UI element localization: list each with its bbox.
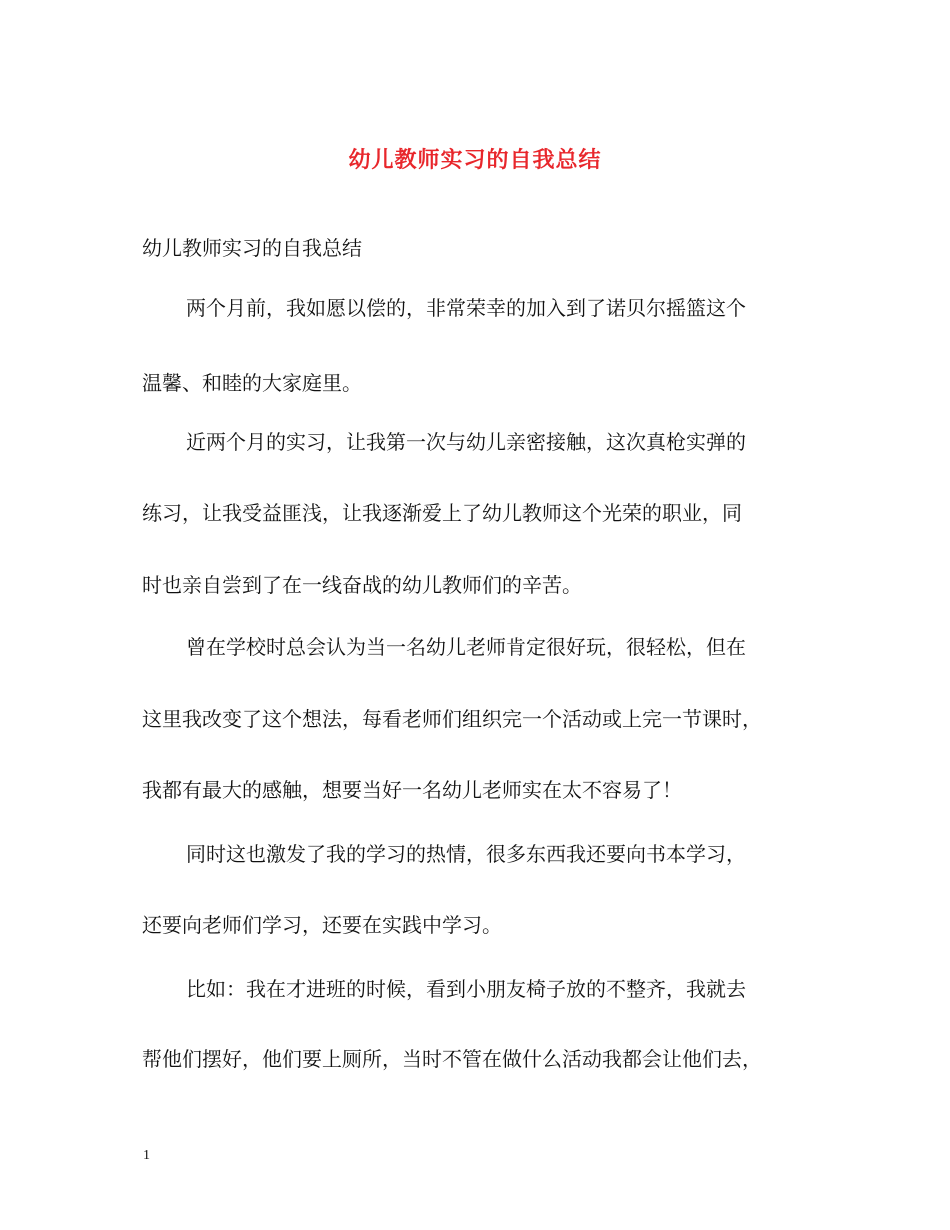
paragraph-line: 两个月前，我如愿以偿的，非常荣幸的加入到了诺贝尔摇篮这个 [186, 296, 746, 320]
paragraph-line: 练习，让我受益匪浅，让我逐渐爱上了幼儿教师这个光荣的职业，同 [142, 501, 742, 525]
paragraph-line: 还要向老师们学习，还要在实践中学习。 [142, 913, 502, 937]
paragraph-line: 比如：我在才进班的时候，看到小朋友椅子放的不整齐，我就去 [186, 977, 746, 1001]
paragraph-line: 帮他们摆好，他们要上厕所，当时不管在做什么活动我都会让他们去， [142, 1047, 762, 1071]
paragraph-line: 我都有最大的感触，想要当好一名幼儿老师实在太不容易了！ [142, 778, 682, 802]
paragraph-line: 温馨、和睦的大家庭里。 [142, 371, 362, 395]
paragraph-line: 同时这也激发了我的学习的热情，很多东西我还要向书本学习， [186, 842, 746, 866]
page-number: 1 [143, 1148, 150, 1163]
document-title: 幼儿教师实习的自我总结 [348, 147, 602, 173]
paragraph-line: 曾在学校时总会认为当一名幼儿老师肯定很好玩，很轻松，但在 [186, 635, 746, 659]
paragraph-line: 时也亲自尝到了在一线奋战的幼儿教师们的辛苦。 [142, 573, 582, 597]
paragraph-line: 近两个月的实习，让我第一次与幼儿亲密接触，这次真枪实弹的 [186, 430, 746, 454]
paragraph-line: 这里我改变了这个想法，每看老师们组织完一个活动或上完一节课时， [142, 707, 762, 731]
document-subtitle: 幼儿教师实习的自我总结 [142, 236, 362, 260]
